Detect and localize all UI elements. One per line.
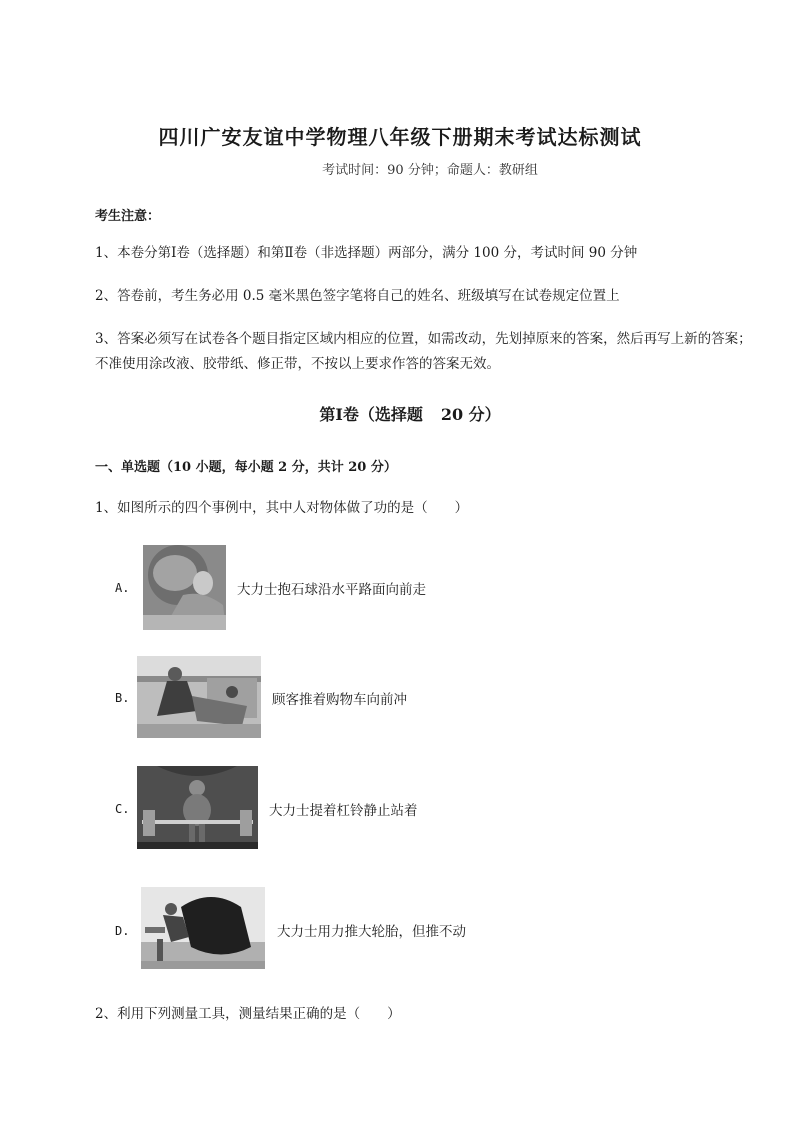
section-title-score: 20 分） xyxy=(440,405,501,424)
question-2-stem: 2、利用下列测量工具，测量结果正确的是（ ） xyxy=(95,1006,401,1022)
exam-title: 四川广安友谊中学物理八年级下册期末考试达标测试 xyxy=(158,125,642,149)
option-c-letter: C. xyxy=(115,802,130,816)
section-title xyxy=(0,402,800,425)
part-heading: 一、单选题（10 小题，每小题 2 分，共计 20 分） xyxy=(95,460,397,475)
photo-strongman-barbell xyxy=(137,766,258,849)
option-d-letter: D. xyxy=(115,924,130,938)
option-d-photo xyxy=(141,887,265,969)
option-c-text: 大力士提着杠铃静止站着 xyxy=(269,803,418,819)
exam-subtitle: 考试时间：90 分钟；命题人：教研组 xyxy=(322,163,538,178)
notice-item-1: 1、本卷分第Ⅰ卷（选择题）和第Ⅱ卷（非选择题）两部分，满分 100 分，考试时间 90 分钟 xyxy=(95,245,638,261)
notice-heading: 考生注意： xyxy=(95,209,161,224)
option-b-photo xyxy=(137,656,261,738)
notice-item-2: 2、答卷前，考生务必用 0.5 毫米黑色签字笔将自己的姓名、班级填写在试卷规定位置上 xyxy=(95,288,620,304)
option-a-photo xyxy=(143,545,226,630)
section-title-main: 第Ⅰ卷（选择题 xyxy=(319,405,423,424)
option-b-letter: B. xyxy=(115,691,130,705)
option-b-text: 顾客推着购物车向前冲 xyxy=(272,692,407,708)
photo-strongman-carrying-stone xyxy=(143,545,226,630)
photo-shopping-cart xyxy=(137,656,261,738)
photo-pushing-tire xyxy=(141,887,265,969)
option-c-photo xyxy=(137,766,258,849)
option-a-text: 大力士抱石球沿水平路面向前走 xyxy=(237,582,426,598)
notice-item-3: 3、答案必须写在试卷各个题目指定区域内相应的位置，如需改动，先划掉原来的答案，然后再写上新的答案；不准使用涂改液、胶带纸、修正带，不按以上要求作答的答案无效。 xyxy=(95,331,752,372)
option-a-letter: A. xyxy=(115,581,130,595)
option-d-text: 大力士用力推大轮胎，但推不动 xyxy=(277,924,466,940)
question-1-stem: 1、如图所示的四个事例中，其中人对物体做了功的是（ ） xyxy=(95,500,469,516)
